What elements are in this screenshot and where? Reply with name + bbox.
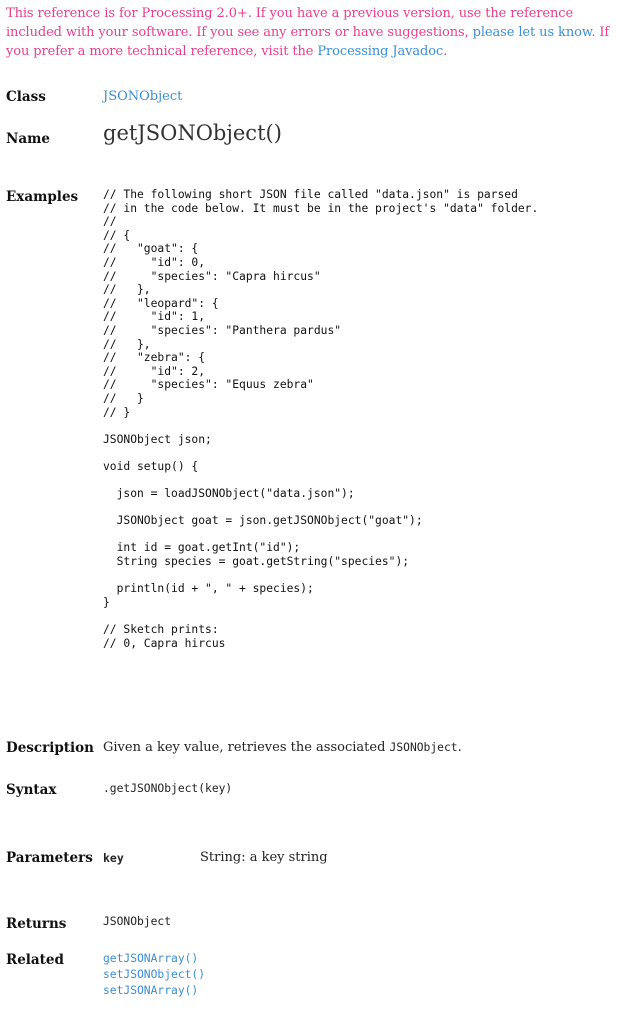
name-label: Name [6, 131, 50, 147]
description-code: JSONObject [389, 741, 458, 754]
notice-text-3: . [443, 44, 448, 59]
related-link-setjsonarray[interactable]: setJSONArray() [103, 984, 199, 997]
examples-label: Examples [6, 189, 79, 205]
reference-notice [6, 4, 612, 61]
returns-label: Returns [6, 916, 67, 932]
related-links [103, 951, 205, 999]
related-link-getjsonarray[interactable]: getJSONArray() [103, 952, 199, 965]
description-body: Given a key value, retrieves the associated [103, 740, 390, 755]
notice-text-1: This reference is for Processing 2.0+. If you have a previous version, use the reference included with your software. If you see any errors or have suggestions, [6, 6, 574, 40]
parameter-description: String: a key string [200, 850, 328, 865]
returns-value: JSONObject [103, 915, 172, 928]
feedback-link[interactable]: please let us know [472, 25, 592, 40]
related-link-setjsonobject[interactable]: setJSONObject() [103, 968, 206, 981]
example-code: // The following short JSON file called "data.json" is parsed // in the code below. It must be in the project's "data" folder. // // { // "goat": { // "id": 0, // "species": "Capra hircus" // }, // "leopard": { // "id": 1, // "species": "Panthera pardus" // }, // "zebra": { // "id": 2, // "species": "Equus zebra" // } // } JSONObject json; void setup() { json = loadJSONObject("data.json"); JSONObject goat = json.getJSONObject("goat"); int id = goat.getInt("id"); String species = goat.getString("species"); println(id + ", " + species); } // Sketch prints: // 0, Capra hircus [103, 188, 539, 650]
description-end: . [457, 740, 462, 755]
notice-text-2: . If you prefer a more technical reference, visit the [6, 25, 610, 59]
parameters-label: Parameters [6, 850, 93, 866]
syntax-label: Syntax [6, 782, 57, 798]
class-label: Class [6, 89, 46, 105]
javadoc-link[interactable]: Processing Javadoc [317, 44, 444, 59]
class-link[interactable]: JSONObject [103, 89, 183, 104]
syntax-code: .getJSONObject(key) [103, 782, 233, 795]
parameter-name: key [103, 851, 124, 865]
method-name: getJSONObject() [103, 121, 282, 145]
description-text [103, 740, 462, 755]
related-label: Related [6, 952, 64, 968]
description-label: Description [6, 740, 94, 756]
